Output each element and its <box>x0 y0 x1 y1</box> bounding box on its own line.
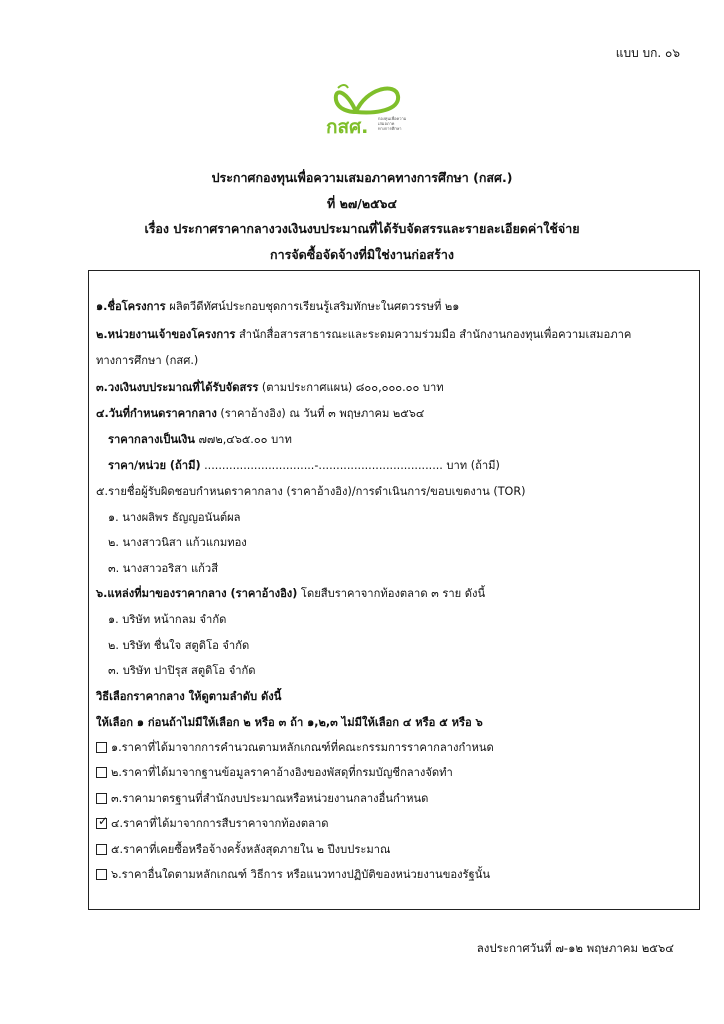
price-date-label: ๔.วันที่กำหนดราคากลาง <box>96 407 217 420</box>
owner-unit <box>96 325 631 343</box>
option-row[interactable] <box>96 738 494 756</box>
unit-price-label: ราคา/หน่วย (ถ้ามี) <box>108 459 201 472</box>
logo-text: กสศ. <box>326 116 369 138</box>
median-price-label: ราคากลางเป็นเงิน <box>108 433 195 446</box>
median-price-value: ๗๗๒,๔๖๕.๐๐ บาท <box>194 433 292 446</box>
company-item: ๓. บริษัท ปาปิรุส สตูดิโอ จำกัด <box>108 664 256 677</box>
responsible-person: ๑. นางผลิพร ธัญญอนันต์ผล <box>108 511 241 524</box>
option-label: ๑.ราคาที่ได้มาจากการคำนวณตามหลักเกณฑ์ที่คณะกรรมการราคากลางกำหนด <box>111 741 494 754</box>
project-name-value: ผลิตวีดีทัศน์ประกอบชุดการเรียนรู้เสริมทักษะในศตวรรษที่ ๒๑ <box>165 300 460 313</box>
owner-unit-label: ๒.หน่วยงานเจ้าของโครงการ <box>96 328 236 341</box>
option-row[interactable] <box>96 789 428 807</box>
announcement-date: ลงประกาศวันที่ ๗-๑๒ พฤษภาคม ๒๕๖๔ <box>476 941 674 955</box>
option-checkbox[interactable] <box>96 793 107 804</box>
method-rule: ให้เลือก ๑ ก่อนถ้าไม่มีให้เลือก ๒ หรือ ๓ ถ้า ๑,๒,๓ ไม่มีให้เลือก ๔ หรือ ๕ หรือ ๖ <box>96 716 483 729</box>
project-name-label: ๑.ชื่อโครงการ <box>96 300 166 313</box>
option-row[interactable] <box>96 865 490 883</box>
company-item: ๒. บริษัท ชื่นใจ สตูดิโอ จำกัด <box>108 639 250 652</box>
form-code: แบบ บก. ๐๖ <box>615 46 680 60</box>
option-label: ๓.ราคามาตรฐานที่สำนักงบประมาณหรือหน่วยงานกลางอื่นกำหนด <box>111 792 429 805</box>
option-row[interactable] <box>96 840 390 858</box>
unit-price-value: ...............................-................................... บาท (ถ้ามี) <box>200 459 500 472</box>
responsible-title: ๕.รายชื่อผู้รับผิดชอบกำหนดราคากลาง (ราคาอ้างอิง)/การดำเนินการ/ขอบเขตงาน (TOR) <box>96 485 526 498</box>
price-source <box>96 584 485 602</box>
option-label: ๖.ราคาอื่นใดตามหลักเกณฑ์ วิธีการ หรือแนวทางปฏิบัติของหน่วยงานของรัฐนั้น <box>111 868 491 881</box>
option-checkbox[interactable] <box>96 844 107 855</box>
option-checkbox[interactable] <box>96 742 107 753</box>
price-date-value: (ราคาอ้างอิง) ณ วันที่ ๓ พฤษภาคม ๒๕๖๔ <box>216 407 425 420</box>
option-row[interactable] <box>96 814 329 832</box>
option-checkbox[interactable] <box>96 767 107 778</box>
price-date <box>96 404 424 422</box>
median-price <box>108 430 292 448</box>
option-label: ๔.ราคาที่ได้มาจากการสืบราคาจากท้องตลาด <box>111 817 329 830</box>
owner-unit-cont: ทางการศึกษา (กสศ.) <box>96 354 199 367</box>
option-checkbox[interactable] <box>96 869 107 880</box>
option-row[interactable] <box>96 763 453 781</box>
budget <box>96 378 444 396</box>
budget-label: ๓.วงเงินงบประมาณที่ได้รับจัดสรร <box>96 381 259 394</box>
company-item: ๑. บริษัท หน้ากลม จำกัด <box>108 613 227 626</box>
price-source-label: ๖.แหล่งที่มาของราคากลาง (ราคาอ้างอิง) <box>96 587 298 600</box>
method-title: วิธีเลือกราคากลาง ให้ดูตามลำดับ ดังนี้ <box>96 690 282 703</box>
header-subject-2: การจัดซื้อจัดจ้างที่มิใช่งานก่อสร้าง <box>270 247 454 262</box>
logo-subtitle: กองทุนเพื่อความเสมอภาคทางการศึกษา <box>378 116 407 131</box>
unit-price <box>108 456 500 474</box>
budget-value: (ตามประกาศแผน) ๘๐๐,๐๐๐.๐๐ บาท <box>258 381 444 394</box>
price-source-value: โดยสืบราคาจากท้องตลาด ๓ ราย ดังนี้ <box>297 587 486 600</box>
option-label: ๒.ราคาที่ได้มาจากฐานข้อมูลราคาอ้างอิงของพัสดุที่กรมบัญชีกลางจัดทำ <box>111 766 453 779</box>
responsible-person: ๒. นางสาวนิสา แก้วแกมทอง <box>108 536 247 549</box>
owner-unit-value: สำนักสื่อสารสาธารณะและระดมความร่วมมือ สำนักงานกองทุนเพื่อความเสมอภาค <box>235 328 632 341</box>
header-subject: เรื่อง ประกาศราคากลางวงเงินงบประมาณที่ได้รับจัดสรรและรายละเอียดค่าใช้จ่าย <box>144 221 580 236</box>
organization-logo <box>326 82 407 138</box>
project-name <box>96 297 459 315</box>
option-checkbox-checked[interactable] <box>96 814 109 829</box>
header-number: ที่ ๒๗/๒๕๖๔ <box>327 196 397 211</box>
option-label: ๕.ราคาที่เคยซื้อหรือจ้างครั้งหลังสุดภายใน ๒ ปีงบประมาณ <box>111 843 391 856</box>
check-icon: ✓ <box>98 814 109 828</box>
header-org: ประกาศกองทุนเพื่อความเสมอภาคทางการศึกษา (กสศ.) <box>211 170 513 185</box>
responsible-person: ๓. นางสาวอริสา แก้วสี <box>108 562 219 575</box>
